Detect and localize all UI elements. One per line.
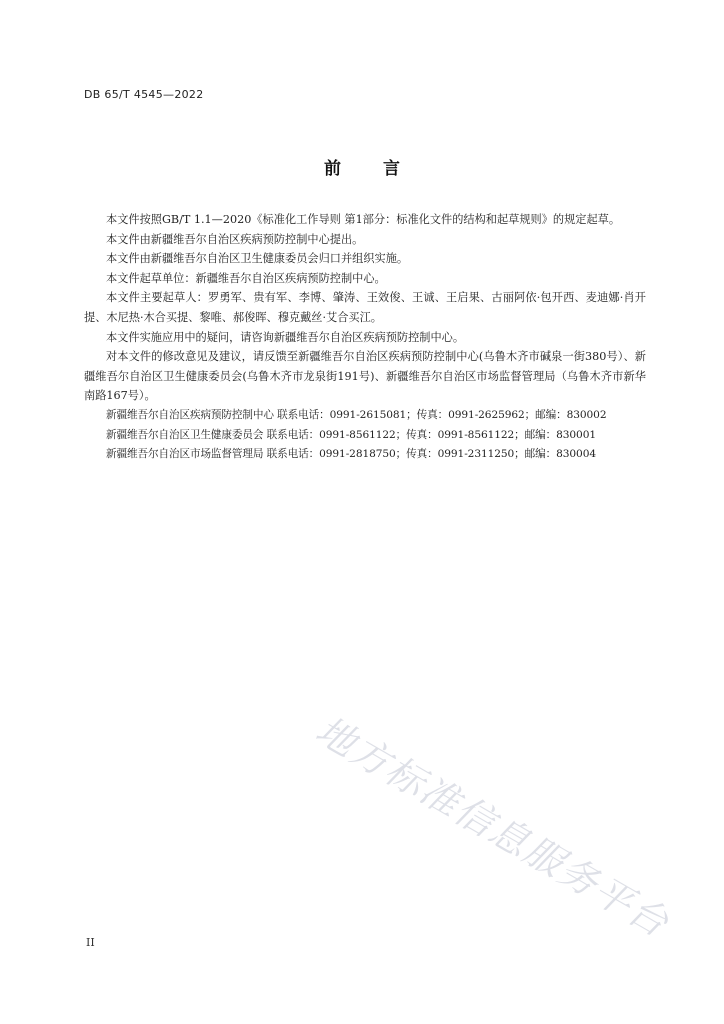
title-char-1: 前 (324, 159, 341, 179)
paragraph-drafting-unit: 本文件起草单位：新疆维吾尔自治区疾病预防控制中心。 (106, 271, 386, 285)
page-number: II (86, 936, 95, 949)
paragraph-proposer: 本文件由新疆维吾尔自治区疾病预防控制中心提出。 (106, 232, 364, 246)
contact-line-market-supervision: 新疆维吾尔自治区市场监督管理局 联系电话：0991-2818750；传真：0991-2311250；邮编：830004 (106, 448, 596, 461)
watermark-text: 地方标准信息服务平台 (308, 707, 677, 946)
paragraph-feedback: 对本文件的修改意见及建议，请反馈至新疆维吾尔自治区疾病预防控制中心(乌鲁木齐市碱泉一街380号）、新疆维吾尔自治区卫生健康委员会(乌鲁木齐市龙泉街191号)、新疆维吾尔自治区市场监督管理局（乌鲁木齐市新华南路167号）。 (84, 350, 646, 403)
document-code: DB 65/T 4545—2022 (84, 88, 204, 101)
paragraph-administrator: 本文件由新疆维吾尔自治区卫生健康委员会归口并组织实施。 (106, 252, 409, 266)
contact-line-health-commission: 新疆维吾尔自治区卫生健康委员会 联系电话：0991-8561122；传真：0991-8561122；邮编：830001 (106, 428, 596, 441)
preface-body (84, 210, 646, 465)
contact-line-cdc: 新疆维吾尔自治区疾病预防控制中心 联系电话：0991-2615081；传真：0991-2625962；邮编：830002 (106, 408, 607, 421)
paragraph-inquiry: 本文件实施应用中的疑问，请咨询新疆维吾尔自治区疾病预防控制中心。 (106, 330, 465, 344)
page-title (0, 154, 724, 179)
title-char-2: 言 (383, 159, 400, 179)
paragraph-drafters: 本文件主要起草人：罗勇军、贵有军、李博、肇涛、王效俊、王诚、王启果、古丽阿依·包开西、麦迪娜·肖开提、木尼热·木合买提、黎唯、郝俊晖、穆克戴丝·艾合买江。 (84, 291, 646, 324)
paragraph-drafting-basis: 本文件按照GB/T 1.1—2020《标准化工作导则 第1部分：标准化文件的结构和起草规则》的规定起草。 (106, 213, 621, 226)
